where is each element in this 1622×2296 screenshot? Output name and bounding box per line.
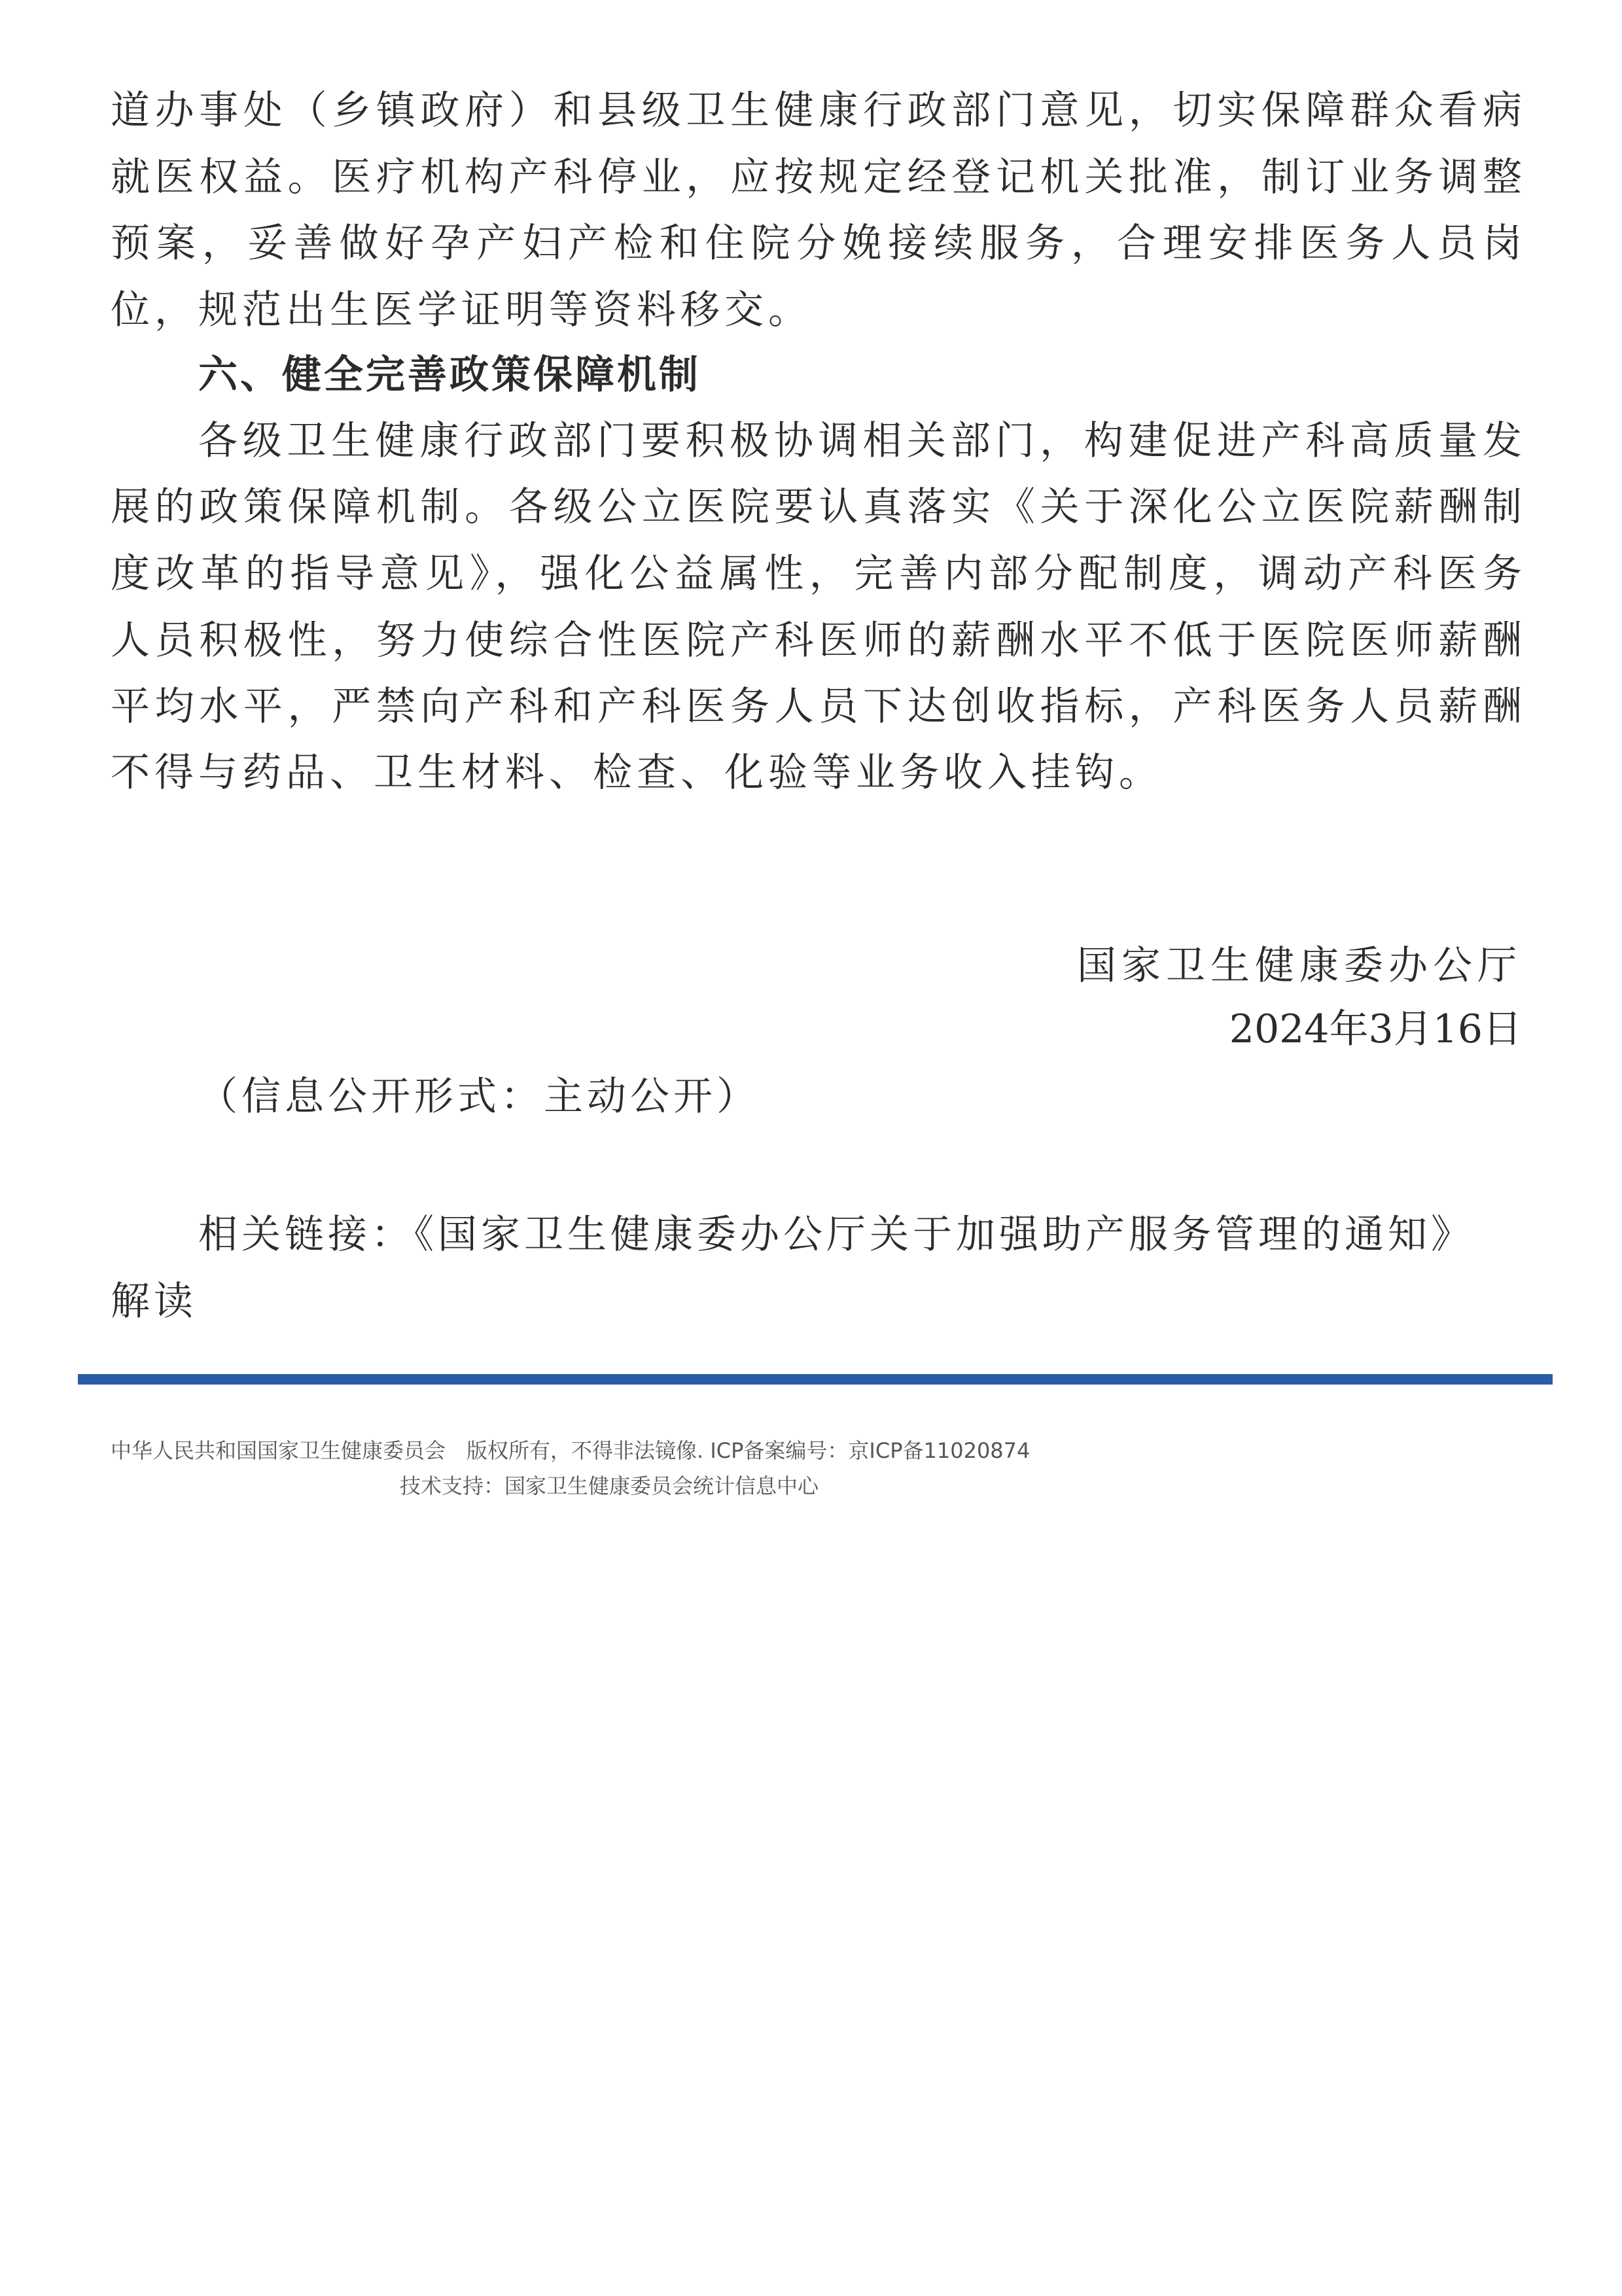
footer-support: 技术支持：国家卫生健康委员会统计信息中心 [400,1474,819,1498]
related-links [198,1209,1474,1261]
footer-divider-bar [78,1374,1553,1385]
related-link-continuation[interactable]: 解读 [111,1279,197,1324]
signature: 国家卫生健康委办公厅 [1077,943,1522,989]
date: 2024年3月16日 [1229,1006,1522,1052]
paragraph-line: 人员积极性，努力使综合性医院产科医师的薪酬水平不低于医院医师薪酬 [111,618,1522,663]
section-heading: 六、健全完善政策保障机制 [198,352,701,398]
paragraph-line: 各级卫生健康行政部门要积极协调相关部门，构建促进产科高质量发 [198,418,1522,464]
footer-copyright: 中华人民共和国国家卫生健康委员会 版权所有，不得非法镜像. ICP备案编号：京ICP备11020874 [111,1438,1031,1463]
paragraph-line: 道办事处（乡镇政府）和县级卫生健康行政部门意见，切实保障群众看病 [111,88,1522,133]
paragraph-line: 不得与药品、卫生材料、检查、化验等业务收入挂钩。 [111,750,1163,796]
paragraph-line: 位，规范出生医学证明等资料移交。 [111,287,812,333]
paragraph-line: 预案，妥善做好孕产妇产检和住院分娩接续服务，合理安排医务人员岗 [111,221,1522,266]
paragraph-line: 展的政策保障机制。各级公立医院要认真落实《关于深化公立医院薪酬制 [111,484,1522,530]
disclosure-form: （信息公开形式：主动公开） [198,1074,760,1120]
paragraph-line: 平均水平，严禁向产科和产科医务人员下达创收指标，产科医务人员薪酬 [111,684,1522,730]
related-label: 相关链接： [198,1212,414,1258]
paragraph-line: 度改革的指导意见》，强化公益属性，完善内部分配制度，调动产科医务 [111,551,1522,597]
related-link[interactable]: 《国家卫生健康委办公厅关于加强助产服务管理的通知》 [414,1212,1474,1258]
paragraph-line: 就医权益。医疗机构产科停业，应按规定经登记机关批准，制订业务调整 [111,154,1522,200]
